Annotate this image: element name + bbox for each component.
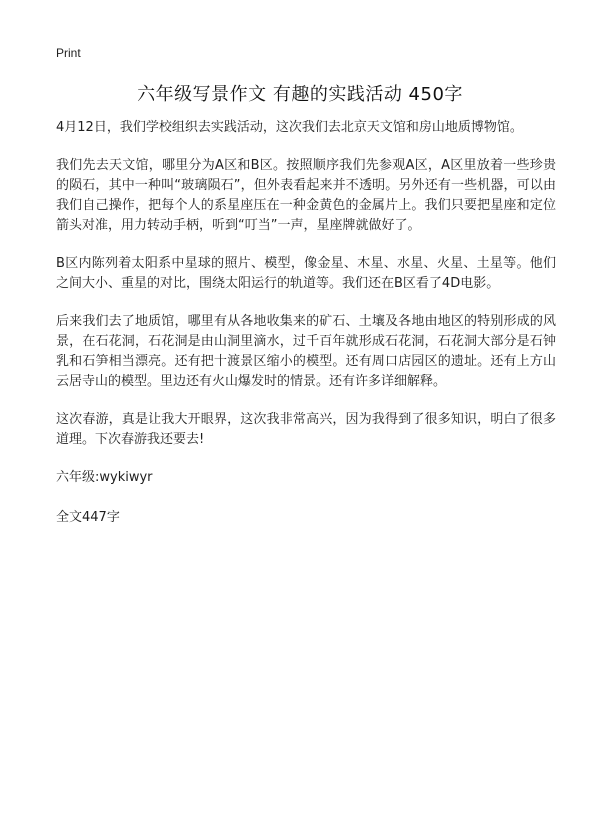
paragraph-4: 后来我们去了地质馆，哪里有从各地收集来的矿石、土壤及各地由地区的特别形成的风景，在石花洞，石花洞是由山洞里滴水，过千百年就形成石花洞，石花洞大部分是石钟乳和石笋相当漂亮。还有把十渡景区缩小的模型。还有周口店园区的遗址。还有上方山云居寺山的模型。里边还有火山爆发时的情景。还有许多详细解释。 bbox=[56, 314, 556, 389]
article-title: 六年级写景作文 有趣的实践活动 450字 bbox=[137, 84, 463, 105]
paragraph-3: B区内陈列着太阳系中星球的照片、模型，像金星、木星、水星、火星、土星等。他们之间大小、重星的对比，围绕太阳运行的轨道等。我们还在B区看了4D电影。 bbox=[56, 256, 556, 291]
paragraph-1: 4月12日，我们学校组织去实践活动，这次我们去北京天文馆和房山地质博物馆。 bbox=[56, 120, 523, 135]
paragraph-2: 我们先去天文馆，哪里分为A区和B区。按照顺序我们先参观A区，A区里放着一些珍贵的陨石，其中一种叫“玻璃陨石”，但外表看起来并不透明。另外还有一些机器，可以由我们自己操作，把每个人的系星座压在一种金黄色的金属片上。我们只要把星座和定位箭头对准，用力转动手柄，听到“叮当”一声，星座牌就做好了。 bbox=[56, 158, 556, 233]
article-body bbox=[56, 118, 556, 528]
word-count: 全文447字 bbox=[56, 510, 120, 525]
paragraph-5: 这次春游，真是让我大开眼界，这次我非常高兴，因为我得到了很多知识，明白了很多道理。下次春游我还要去! bbox=[56, 412, 556, 447]
author-line: 六年级:wykiwyr bbox=[56, 470, 153, 485]
print-link[interactable]: Print bbox=[56, 46, 81, 60]
